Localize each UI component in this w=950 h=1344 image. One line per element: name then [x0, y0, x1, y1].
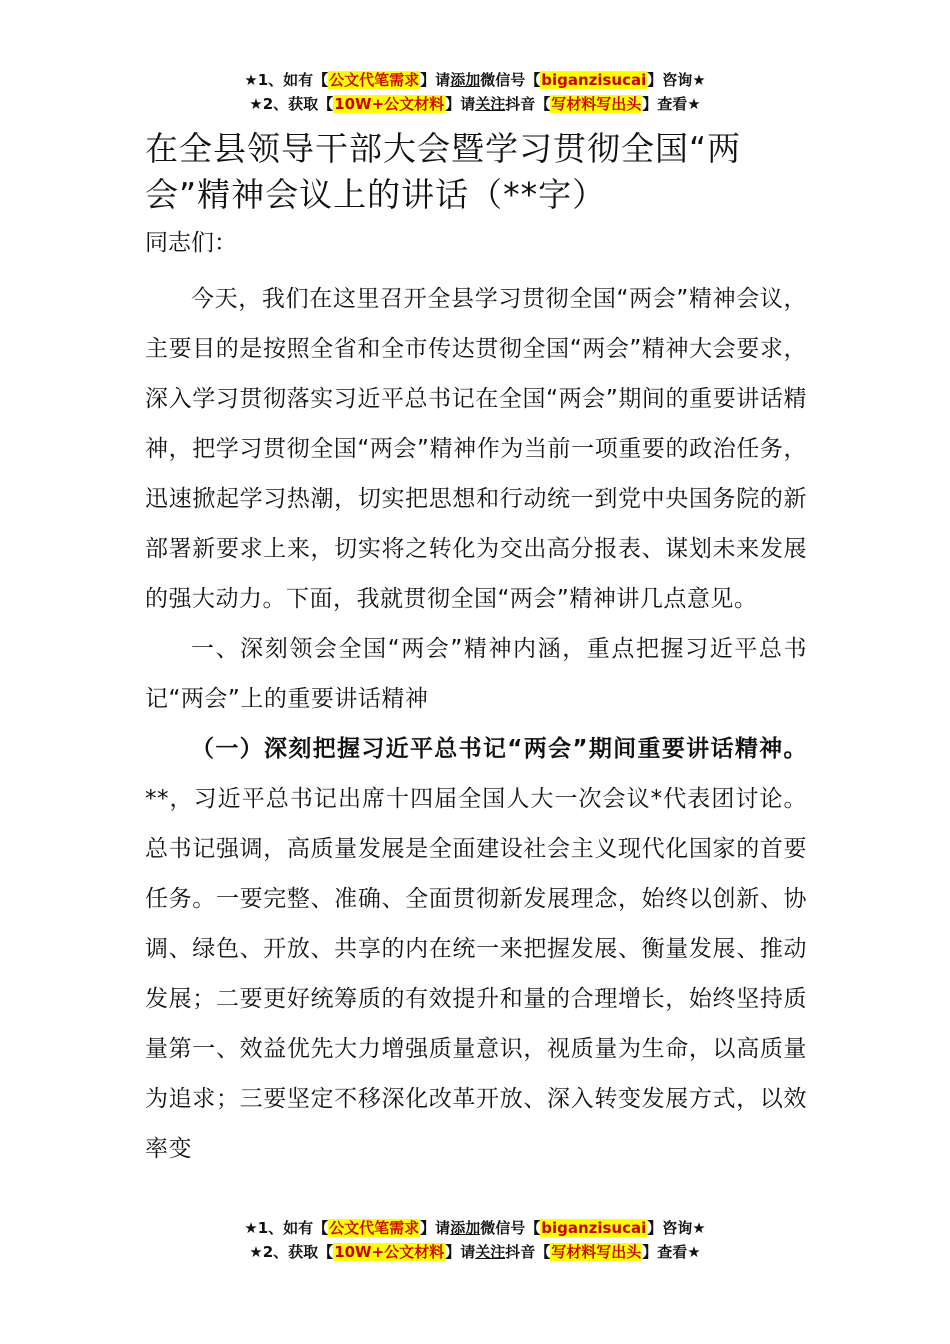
- promo-text: ★2、获取【: [249, 1243, 334, 1261]
- promo-line-1: [0, 1216, 950, 1240]
- promo-text: ★1、如有【: [244, 1219, 329, 1237]
- promo-underline: 添加: [450, 1219, 481, 1237]
- document-body: [145, 126, 807, 1174]
- promo-highlight: 10W+公文材料: [334, 1243, 445, 1261]
- promo-text: ★2、获取【: [249, 95, 334, 113]
- promo-line-1: [0, 68, 950, 92]
- promo-highlight: 公文代笔需求: [329, 1219, 420, 1237]
- promo-text: 】查看★: [642, 95, 701, 113]
- promo-text: 】请: [445, 95, 476, 113]
- promo-line-2: [0, 1240, 950, 1264]
- promo-underline: 关注: [475, 1243, 506, 1261]
- promo-underline: 添加: [450, 71, 481, 89]
- promo-highlight: 写材料写出头: [551, 95, 642, 113]
- promo-line-2: [0, 92, 950, 116]
- promo-text: 微信号【: [480, 71, 541, 89]
- promo-highlight: 写材料写出头: [551, 1243, 642, 1261]
- promo-highlight: 10W+公文材料: [334, 95, 445, 113]
- subsection-body: **，习近平总书记出席十四届全国人大一次会议*代表团讨论。总书记强调，高质量发展是全面建设社会主义现代化国家的首要任务。一要完整、准确、全面贯彻新发展理念，始终以创新、协调、绿色、开放、共享的内在统一来把握发展、衡量发展、推动发展；二要更好统筹质的有效提升和量的合理增长，始终坚持质量第一、效益优先大力增强质量意识，视质量为生命，以高质量为追求；三要坚定不移深化改革开放、深入转变发展方式，以效率变: [145, 786, 807, 1162]
- document-title: 在全县领导干部大会暨学习贯彻全国“两会”精神会议上的讲话（**字）: [145, 129, 742, 214]
- subsection-paragraph: [145, 724, 807, 1174]
- promo-highlight: biganzisucai: [541, 1219, 647, 1237]
- footer-promo-banner: [0, 1216, 950, 1264]
- promo-text: 】咨询★: [647, 71, 706, 89]
- section-heading: 一、深刻领会全国“两会”精神内涵，重点把握习近平总书记“两会”上的重要讲话精神: [145, 636, 807, 712]
- promo-text: 】查看★: [642, 1243, 701, 1261]
- intro-paragraph: 今天，我们在这里召开全县学习贯彻全国“两会”精神会议，主要目的是按照全省和全市传达贯彻全国“两会”精神大会要求，深入学习贯彻落实习近平总书记在全国“两会”期间的重要讲话精神，把学习贯彻全国“两会”精神作为当前一项重要的政治任务，迅速掀起学习热潮，切实把思想和行动统一到党中央国务院的新部署新要求上来，切实将之转化为交出高分报表、谋划未来发展的强大动力。下面，我就贯彻全国“两会”精神讲几点意见。: [145, 286, 807, 612]
- salutation: 同志们：: [145, 230, 237, 256]
- subsection-heading: （一）深刻把握习近平总书记“两会”期间重要讲话精神。: [191, 736, 807, 762]
- header-promo-banner: [0, 68, 950, 116]
- promo-highlight: biganzisucai: [541, 71, 647, 89]
- promo-text: 】请: [420, 71, 451, 89]
- promo-text: 微信号【: [480, 1219, 541, 1237]
- promo-text: 】请: [420, 1219, 451, 1237]
- promo-text: 】请: [445, 1243, 476, 1261]
- promo-highlight: 公文代笔需求: [329, 71, 420, 89]
- promo-text: 抖音【: [505, 95, 551, 113]
- promo-underline: 关注: [475, 95, 506, 113]
- promo-text: 抖音【: [505, 1243, 551, 1261]
- promo-text: ★1、如有【: [244, 71, 329, 89]
- promo-text: 】咨询★: [647, 1219, 706, 1237]
